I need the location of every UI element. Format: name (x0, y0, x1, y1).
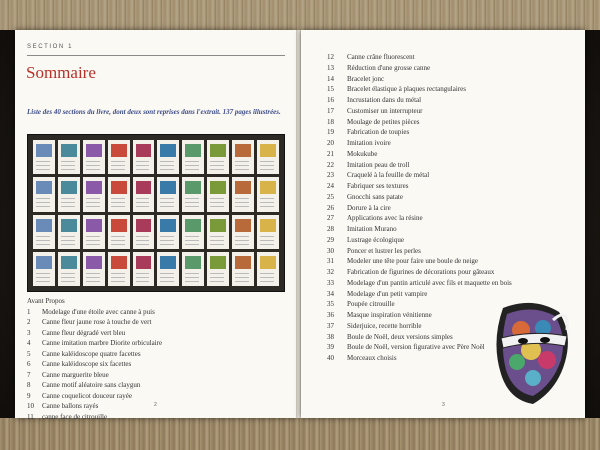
toc-item-label: Canne coquelicot douceur rayée (42, 391, 132, 400)
toc-item[interactable] (27, 412, 289, 423)
page-thumbnail (83, 252, 105, 286)
toc-item-label: Bracelet élastique à plaques rectangulaires (347, 85, 466, 94)
toc-item[interactable] (327, 181, 537, 192)
toc-item-label: Canne marguerite bleue (42, 370, 109, 379)
toc-item[interactable] (327, 74, 537, 85)
toc-item-number: 39 (327, 343, 334, 352)
toc-item[interactable] (327, 192, 537, 203)
toc-item[interactable] (27, 317, 289, 328)
page-thumbnail (133, 140, 155, 174)
toc-item-label: Fabrication de figurines de décorations pour gâteaux (347, 268, 495, 276)
toc-item-number: 13 (327, 63, 334, 72)
page-thumbnail (182, 252, 204, 286)
mask-illustration (493, 300, 571, 406)
toc-item-label: Boule de Noël, deux versions simples (347, 332, 453, 341)
toc-item-number: 32 (327, 268, 334, 276)
toc-item-number: 16 (327, 96, 334, 104)
toc-item-number: 6 (27, 360, 31, 368)
book-edge-bottom (0, 418, 600, 450)
toc-item-number: 20 (327, 139, 334, 147)
page-thumbnail (157, 215, 179, 249)
toc-item-number: 26 (327, 203, 334, 212)
page-thumbnail (108, 252, 130, 286)
toc-item-label: Réduction d'une grosse canne (347, 63, 431, 72)
page-title: Sommaire (26, 63, 96, 82)
toc-item[interactable] (327, 267, 537, 278)
toc-item-label: Canne ballons rayés (42, 402, 99, 410)
right-page[interactable] (301, 30, 585, 418)
page-thumbnail (58, 140, 80, 174)
toc-item-label: Customiser un interrupteur (347, 106, 423, 115)
toc-item-number: 19 (327, 128, 334, 137)
toc-item-number: 38 (327, 332, 334, 341)
section-label: SECTION 1 (27, 44, 74, 50)
toc-item[interactable] (27, 328, 289, 339)
toc-item[interactable] (327, 224, 537, 235)
page-thumbnail (207, 177, 229, 211)
toc-item-label: Imitation Murano (347, 225, 397, 233)
toc-item-avant-propos[interactable]: Avant Propos (27, 297, 65, 305)
page-thumbnail (157, 140, 179, 174)
toc-item-number: 12 (327, 53, 334, 61)
toc-item-number: 24 (327, 182, 334, 190)
toc-item-label: Dorure à la cire (347, 203, 391, 212)
thumbnail-grid (33, 140, 279, 286)
page-number-left: 2 (154, 402, 157, 408)
page-thumbnail (232, 252, 254, 286)
toc-item[interactable] (27, 307, 289, 318)
toc-item-label: Morceaux choisis (347, 354, 397, 362)
toc-item-label: Modeler une tête pour faire une boule de neige (347, 257, 479, 266)
toc-item-number: 14 (327, 74, 334, 83)
toc-item[interactable] (327, 278, 537, 289)
toc-item-label: Canne fleur jaune rose à touche de vert (42, 318, 152, 326)
page-thumbnail (157, 177, 179, 211)
toc-item[interactable] (27, 349, 289, 360)
page-thumbnail (58, 252, 80, 286)
toc-item[interactable] (327, 127, 537, 138)
toc-item-label: Mokukube (347, 149, 378, 158)
page-thumbnail (33, 177, 55, 211)
page-thumbnail (83, 140, 105, 174)
toc-item-number: 18 (327, 117, 334, 126)
page-thumbnail (33, 140, 55, 174)
toc-item-label: Incrustation dans du métal (347, 96, 422, 104)
toc-item[interactable] (327, 213, 537, 224)
page-thumbnail (108, 177, 130, 211)
toc-item-label: Canne motif aléatoire sans claygun (42, 381, 141, 389)
toc-item-label: Canne fleur dégradé vert bleu (42, 328, 126, 337)
toc-item[interactable] (327, 256, 537, 267)
toc-item-number: 28 (327, 225, 334, 233)
toc-item[interactable] (327, 149, 537, 160)
toc-item[interactable] (327, 246, 537, 257)
page-thumbnail (182, 140, 204, 174)
toc-item-number: 25 (327, 192, 334, 201)
page-thumbnail (58, 177, 80, 211)
toc-item[interactable] (327, 235, 537, 246)
toc-item-number: 5 (27, 349, 31, 358)
toc-item-label: Imitation ivoire (347, 139, 391, 147)
toc-item[interactable] (327, 289, 537, 300)
toc-item[interactable] (27, 359, 289, 370)
page-thumbnail (83, 215, 105, 249)
toc-item-number: 9 (27, 391, 31, 400)
page-thumbnail (257, 177, 279, 211)
toc-item-number: 17 (327, 106, 334, 115)
section-rule (27, 55, 285, 56)
page-thumbnail (207, 140, 229, 174)
toc-item[interactable] (327, 63, 537, 74)
page-thumbnail (182, 215, 204, 249)
toc-item-number: 15 (327, 85, 334, 94)
page-thumbnail (108, 140, 130, 174)
toc-item-label: canne face de citrouille (42, 412, 108, 421)
toc-item-number: 10 (27, 402, 34, 410)
toc-item[interactable] (327, 160, 537, 171)
toc-item[interactable] (27, 338, 289, 349)
book-edge-top (0, 0, 600, 30)
toc-item-number: 8 (27, 381, 31, 389)
toc-item-number: 22 (327, 160, 334, 169)
toc-item-number: 11 (27, 412, 34, 421)
toc-item-number: 31 (327, 257, 334, 266)
toc-item[interactable] (327, 106, 537, 117)
toc-item-label: Canne imitation marbre Diorite orbiculaire (42, 339, 163, 347)
toc-item-number: 34 (327, 289, 334, 298)
toc-item-label: Lustrage écologique (347, 235, 404, 244)
toc-item-label: Craquelé à la feuille de métal (347, 171, 430, 180)
page-thumbnail (207, 215, 229, 249)
page-thumbnail (232, 177, 254, 211)
toc-item[interactable] (327, 52, 537, 63)
toc-item-label: Boule de Noël, version figurative avec Père Noël (347, 343, 485, 352)
toc-item-number: 30 (327, 246, 334, 255)
toc-item-label: Gnocchi sans patate (347, 192, 403, 201)
page-thumbnail (157, 252, 179, 286)
toc-item-number: 7 (27, 370, 31, 379)
toc-item-label: Modelage d'un petit vampire (347, 289, 428, 298)
page-thumbnail (108, 215, 130, 249)
toc-list-left (27, 296, 289, 422)
toc-item-number: 21 (327, 149, 334, 158)
toc-item-label: Modelage d'un pantin articulé avec fils et maquette en bois (347, 278, 512, 287)
page-thumbnail (207, 252, 229, 286)
page-thumbnail (257, 140, 279, 174)
toc-item-number: 3 (27, 328, 31, 337)
toc-item[interactable] (27, 401, 289, 412)
page-thumbnail (257, 215, 279, 249)
toc-item-label: Poupée citrouille (347, 300, 395, 309)
toc-item-label: Canne kaléidoscope quatre facettes (42, 349, 141, 358)
toc-item-number: 40 (327, 354, 334, 362)
toc-item-label: Masque inspiration vénitienne (347, 311, 432, 319)
toc-item-label: Siderjuice, recette horrible (347, 321, 422, 330)
page-thumbnail (33, 252, 55, 286)
page-number-right: 3 (442, 402, 445, 408)
toc-item[interactable] (27, 380, 289, 391)
toc-item[interactable] (27, 370, 289, 381)
toc-item[interactable] (327, 95, 537, 106)
toc-item[interactable] (327, 203, 537, 214)
page-thumbnail (232, 140, 254, 174)
intro-text: Liste des 40 sections du livre, dont deux sont reprises dans l'extrait. 137 pages illustrées. (27, 108, 281, 116)
toc-item-label: Canne kaléidoscope six facettes (42, 360, 132, 368)
toc-item-label: Imitation peau de troll (347, 160, 410, 169)
toc-item-label: Applications avec la résine (347, 214, 423, 223)
toc-item-label: Moulage de petites pièces (347, 117, 420, 126)
toc-item-label: Canne crâne fluorescent (347, 53, 415, 61)
toc-item-number: 37 (327, 321, 334, 330)
toc-item-number: 33 (327, 278, 334, 287)
toc-item-number: 36 (327, 311, 334, 319)
toc-item-number: 2 (27, 318, 31, 326)
page-thumbnail (133, 215, 155, 249)
toc-item-label: Poncer et lustrer les perles (347, 246, 421, 255)
toc-item-number: 1 (27, 307, 31, 316)
book-pages-photo[interactable] (27, 134, 285, 292)
page-thumbnail (133, 252, 155, 286)
toc-item-number: 35 (327, 300, 334, 309)
toc-item[interactable] (27, 391, 289, 402)
toc-item-label: Fabriquer ses textures (347, 182, 409, 190)
page-thumbnail (232, 215, 254, 249)
page-thumbnail (182, 177, 204, 211)
page-thumbnail (58, 215, 80, 249)
left-page[interactable] (15, 30, 297, 421)
page-thumbnail (83, 177, 105, 211)
toc-item-label: Bracelet jonc (347, 74, 385, 83)
toc-item-number: 4 (27, 339, 31, 347)
toc-item[interactable] (327, 138, 537, 149)
toc-item-label: Modelage d'une étoile avec canne à puis (42, 307, 155, 316)
toc-item-number: 23 (327, 171, 334, 180)
toc-item[interactable] (327, 170, 537, 181)
page-thumbnail (33, 215, 55, 249)
toc-item-number: 29 (327, 235, 334, 244)
toc-item[interactable] (327, 117, 537, 128)
page-thumbnail (133, 177, 155, 211)
page-thumbnail (257, 252, 279, 286)
toc-item[interactable] (327, 84, 537, 95)
toc-item-label: Fabrication de toupies (347, 128, 410, 137)
toc-item-number: 27 (327, 214, 334, 223)
